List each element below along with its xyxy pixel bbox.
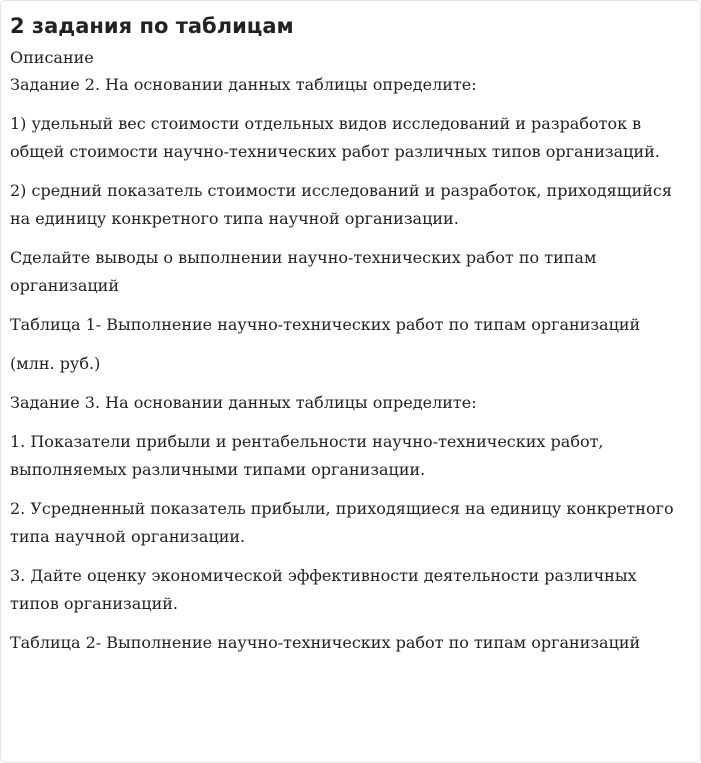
paragraph-task2-intro: Задание 2. На основании данных таблицы определите: xyxy=(10,75,477,94)
paragraph-task3-item3: 3. Дайте оценку экономической эффективности деятельности различных типов организаций. xyxy=(10,566,637,613)
description-label: Описание xyxy=(10,48,94,67)
paragraph-table1-units: (млн. руб.) xyxy=(10,354,101,373)
paragraph-task3-item1: 1. Показатели прибыли и рентабельности научно-технических работ, выполняемых различными типами организации. xyxy=(10,432,604,479)
paragraph-task2-conclusion: Сделайте выводы о выполнении научно-технических работ по типам организаций xyxy=(10,248,597,295)
paragraph-task3-item2: 2. Усредненный показатель прибыли, приходящиеся на единицу конкретного типа научной организации. xyxy=(10,499,674,546)
paragraph-task2-item2: 2) средний показатель стоимости исследований и разработок, приходящийся на единицу конкретного типа научной организации. xyxy=(10,181,672,228)
paragraph-task3-intro: Задание 3. На основании данных таблицы определите: xyxy=(10,393,477,412)
page-title: 2 задания по таблицам xyxy=(10,14,294,38)
paragraph-table2-caption: Таблица 2- Выполнение научно-технических работ по типам организаций xyxy=(10,633,641,652)
paragraph-task2-item1: 1) удельный вес стоимости отдельных видов исследований и разработок в общей стоимости научно-технических работ различных типов организаций. xyxy=(10,114,660,161)
paragraph-table1-caption: Таблица 1- Выполнение научно-технических работ по типам организаций xyxy=(10,315,641,334)
